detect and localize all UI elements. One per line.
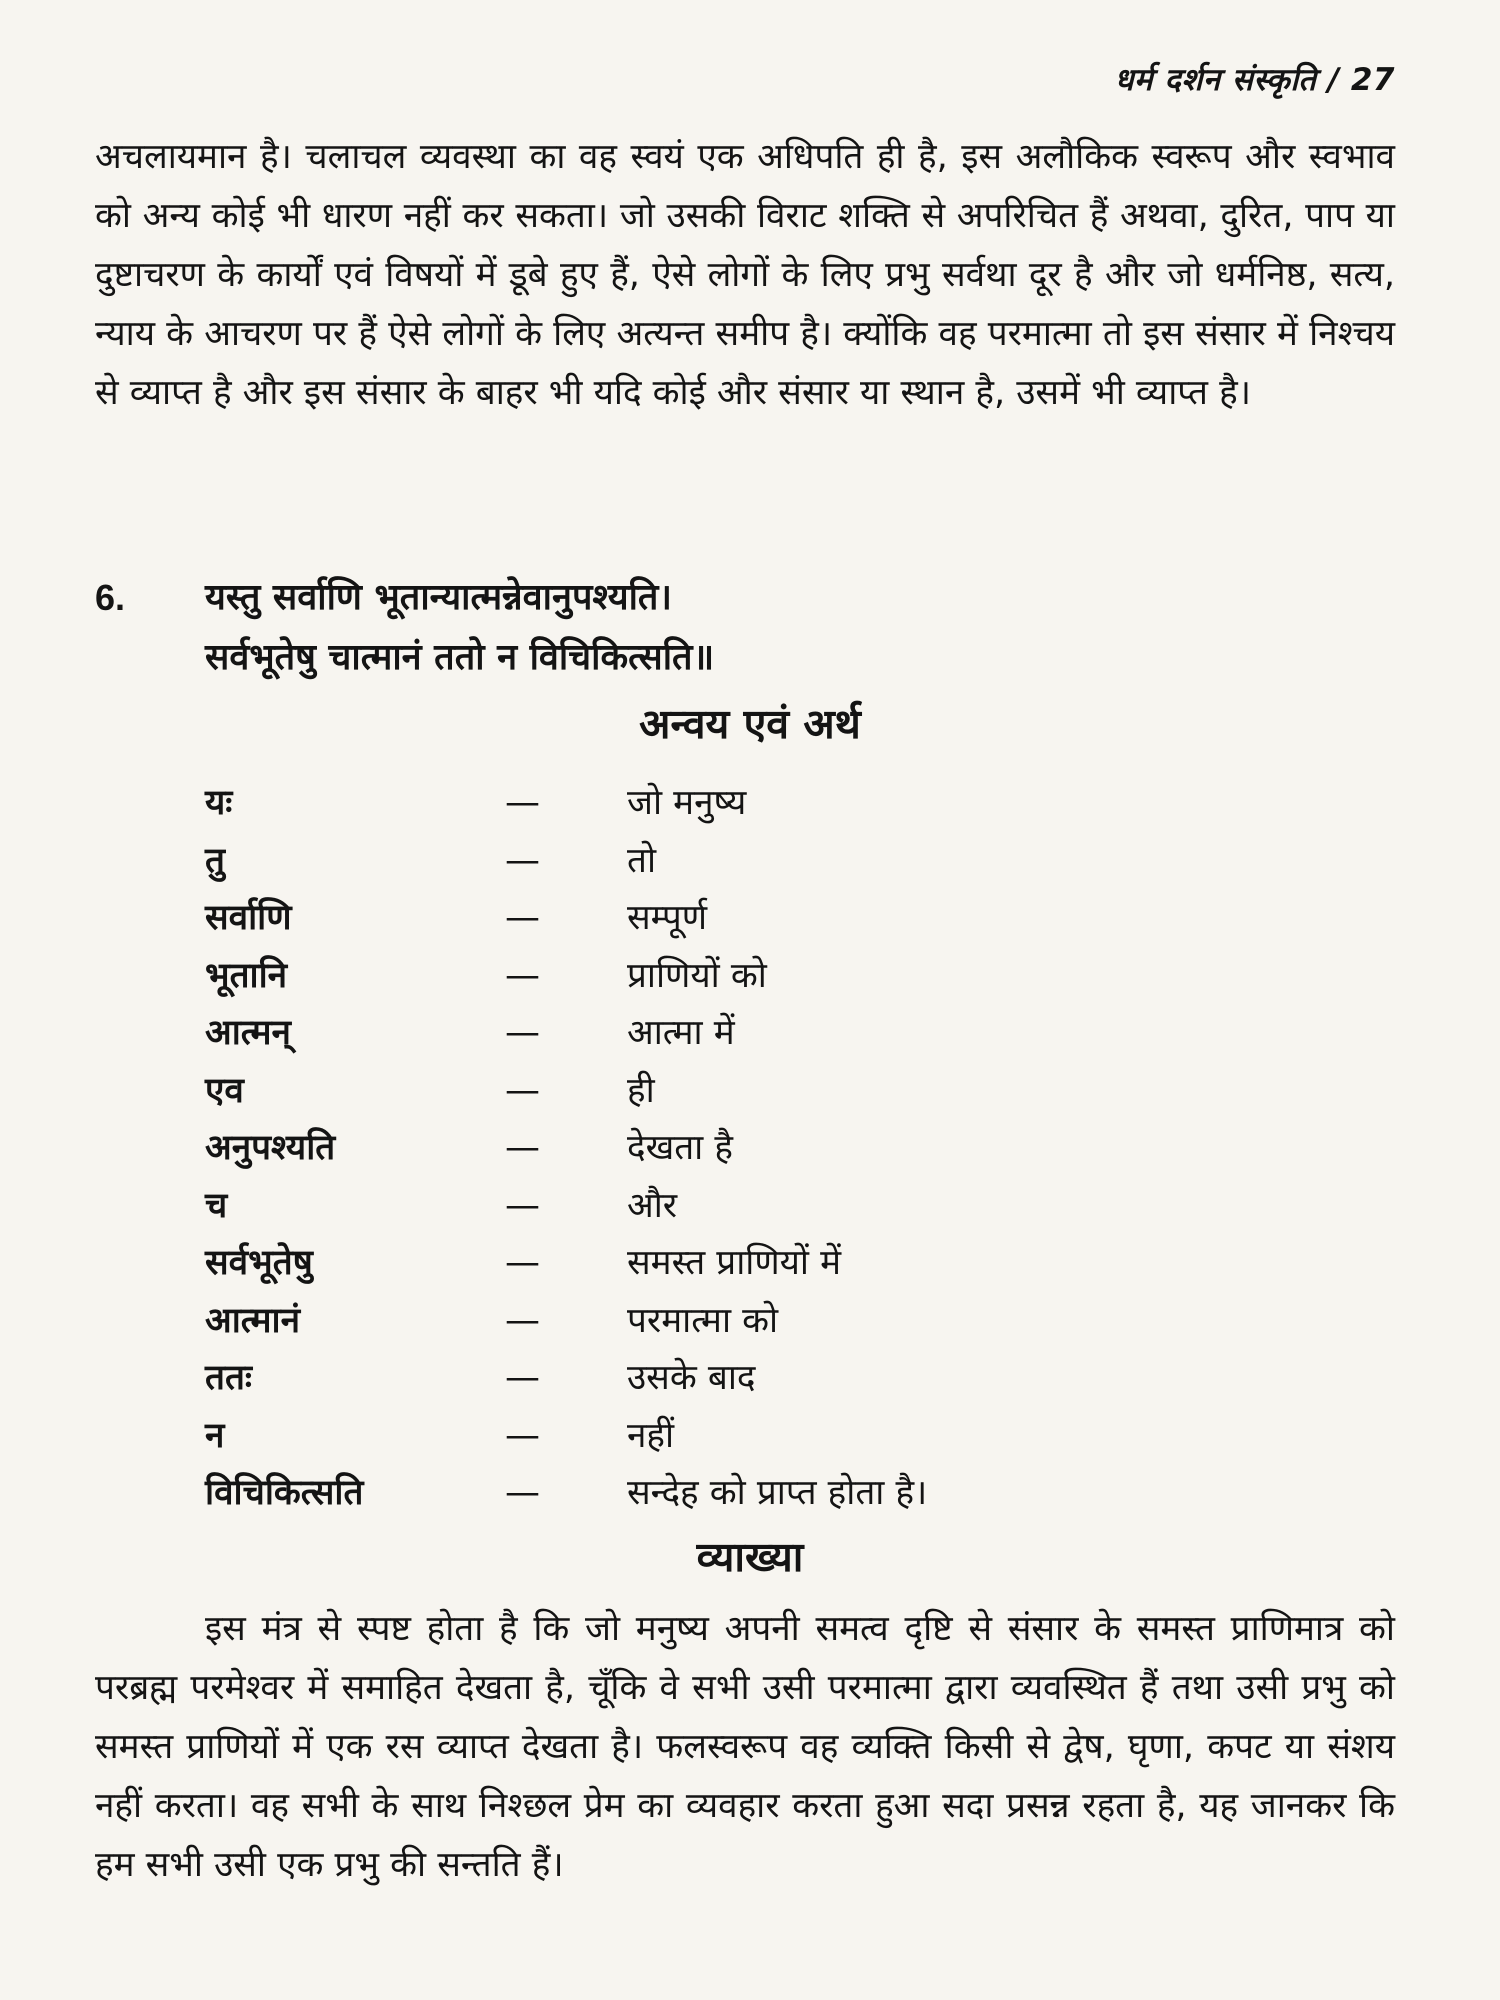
gloss-meaning: प्राणियों को <box>627 955 767 996</box>
verse-line: सर्वभूतेषु चात्मानं ततो न विचिकित्सति॥ <box>205 637 715 678</box>
gloss-meaning: सम्पूर्ण <box>627 898 708 938</box>
gloss-dash: — <box>505 783 540 823</box>
gloss-row <box>205 948 1305 1006</box>
gloss-term: अनुपश्यति <box>205 1128 336 1168</box>
gloss-term: आत्मन् <box>205 1013 291 1053</box>
word-gloss-list <box>205 775 1305 1523</box>
running-head: धर्म दर्शन संस्कृति / 27 <box>1114 62 1395 98</box>
gloss-row <box>205 1235 1305 1293</box>
vyakhya-heading: व्याख्या <box>696 1533 804 1581</box>
gloss-row <box>205 1293 1305 1351</box>
gloss-dash: — <box>505 955 540 996</box>
gloss-row <box>205 1465 1305 1523</box>
gloss-term: भूतानि <box>205 955 288 996</box>
gloss-meaning: तो <box>627 840 657 881</box>
gloss-term: विचिकित्सति <box>205 1473 364 1513</box>
gloss-dash: — <box>505 1185 540 1226</box>
gloss-row <box>205 833 1305 891</box>
gloss-dash: — <box>505 1070 540 1111</box>
gloss-meaning: सन्देह को प्राप्त होता है। <box>627 1473 928 1513</box>
paragraph-commentary: इस मंत्र से स्पष्ट होता है कि जो मनुष्य अपनी समत्व दृष्टि से संसार के समस्त प्राणिमात्र को परब्रह्म परमेश्वर में समाहित देखता है, चूँकि वे सभी उसी परमात्मा द्वारा व्यवस्थित हैं तथा उसी प्रभु को समस्त प्राणियों में एक रस व्याप्त देखता है। फलस्वरूप वह व्यक्ति किसी से द्वेष, घृणा, कपट या संशय नहीं करता। वह सभी के साथ निश्छल प्रेम का व्यवहार करता हुआ सदा प्रसन्न रहता है, यह जानकर कि हम सभी उसी एक प्रभु की सन्तति हैं। <box>95 1609 1395 1885</box>
paragraph-intro: अचलायमान है। चलाचल व्यवस्था का वह स्वयं एक अधिपति ही है, इस अलौकिक स्वरूप और स्वभाव को अन्य कोई भी धारण नहीं कर सकता। जो उसकी विराट शक्ति से अपरिचित हैं अथवा, दुरित, पाप या दुष्टाचरण के कार्यों एवं विषयों में डूबे हुए हैं, ऐसे लोगों के लिए प्रभु सर्वथा दूर है और जो धर्मनिष्ठ, सत्य, न्याय के आचरण पर हैं ऐसे लोगों के लिए अत्यन्त समीप है। क्योंकि वह परमात्मा तो इस संसार में निश्चय से व्याप्त है और इस संसार के बाहर भी यदि कोई और संसार या स्थान है, उसमें भी व्याप्त है। <box>95 137 1396 413</box>
verse-number: 6. <box>95 577 126 618</box>
gloss-term: सर्वभूतेषु <box>205 1243 313 1283</box>
gloss-term: सर्वाणि <box>205 898 292 938</box>
gloss-meaning: समस्त प्राणियों में <box>627 1243 842 1283</box>
gloss-meaning: देखता है <box>627 1128 733 1168</box>
gloss-term: यः <box>205 783 233 823</box>
gloss-row <box>205 1350 1305 1408</box>
gloss-row <box>205 775 1305 833</box>
gloss-dash: — <box>505 840 540 881</box>
gloss-dash: — <box>505 898 540 938</box>
gloss-meaning: और <box>627 1185 678 1226</box>
gloss-meaning: ही <box>627 1070 655 1111</box>
gloss-row <box>205 1178 1305 1236</box>
gloss-term: आत्मानं <box>205 1300 301 1341</box>
gloss-meaning: नहीं <box>627 1415 675 1456</box>
gloss-row <box>205 1005 1305 1063</box>
gloss-term: च <box>205 1185 228 1226</box>
gloss-term: न <box>205 1415 225 1456</box>
gloss-row <box>205 1063 1305 1121</box>
gloss-dash: — <box>505 1300 540 1341</box>
gloss-meaning: जो मनुष्य <box>627 783 747 823</box>
gloss-term: तु <box>205 840 225 881</box>
gloss-dash: — <box>505 1358 540 1398</box>
gloss-row <box>205 890 1305 948</box>
gloss-dash: — <box>505 1013 540 1053</box>
gloss-term: ततः <box>205 1358 252 1398</box>
verse-lines <box>205 568 1385 688</box>
gloss-meaning: आत्मा में <box>627 1013 735 1053</box>
gloss-dash: — <box>505 1415 540 1456</box>
gloss-row <box>205 1120 1305 1178</box>
gloss-term: एव <box>205 1070 244 1111</box>
gloss-dash: — <box>505 1128 540 1168</box>
gloss-dash: — <box>505 1473 540 1513</box>
gloss-dash: — <box>505 1243 540 1283</box>
gloss-row <box>205 1408 1305 1466</box>
verse-line: यस्तु सर्वाणि भूतान्यात्मन्नेवानुपश्यति। <box>205 577 673 618</box>
gloss-meaning: उसके बाद <box>627 1358 756 1398</box>
anvaya-heading: अन्वय एवं अर्थ <box>639 700 861 748</box>
gloss-meaning: परमात्मा को <box>627 1300 779 1341</box>
